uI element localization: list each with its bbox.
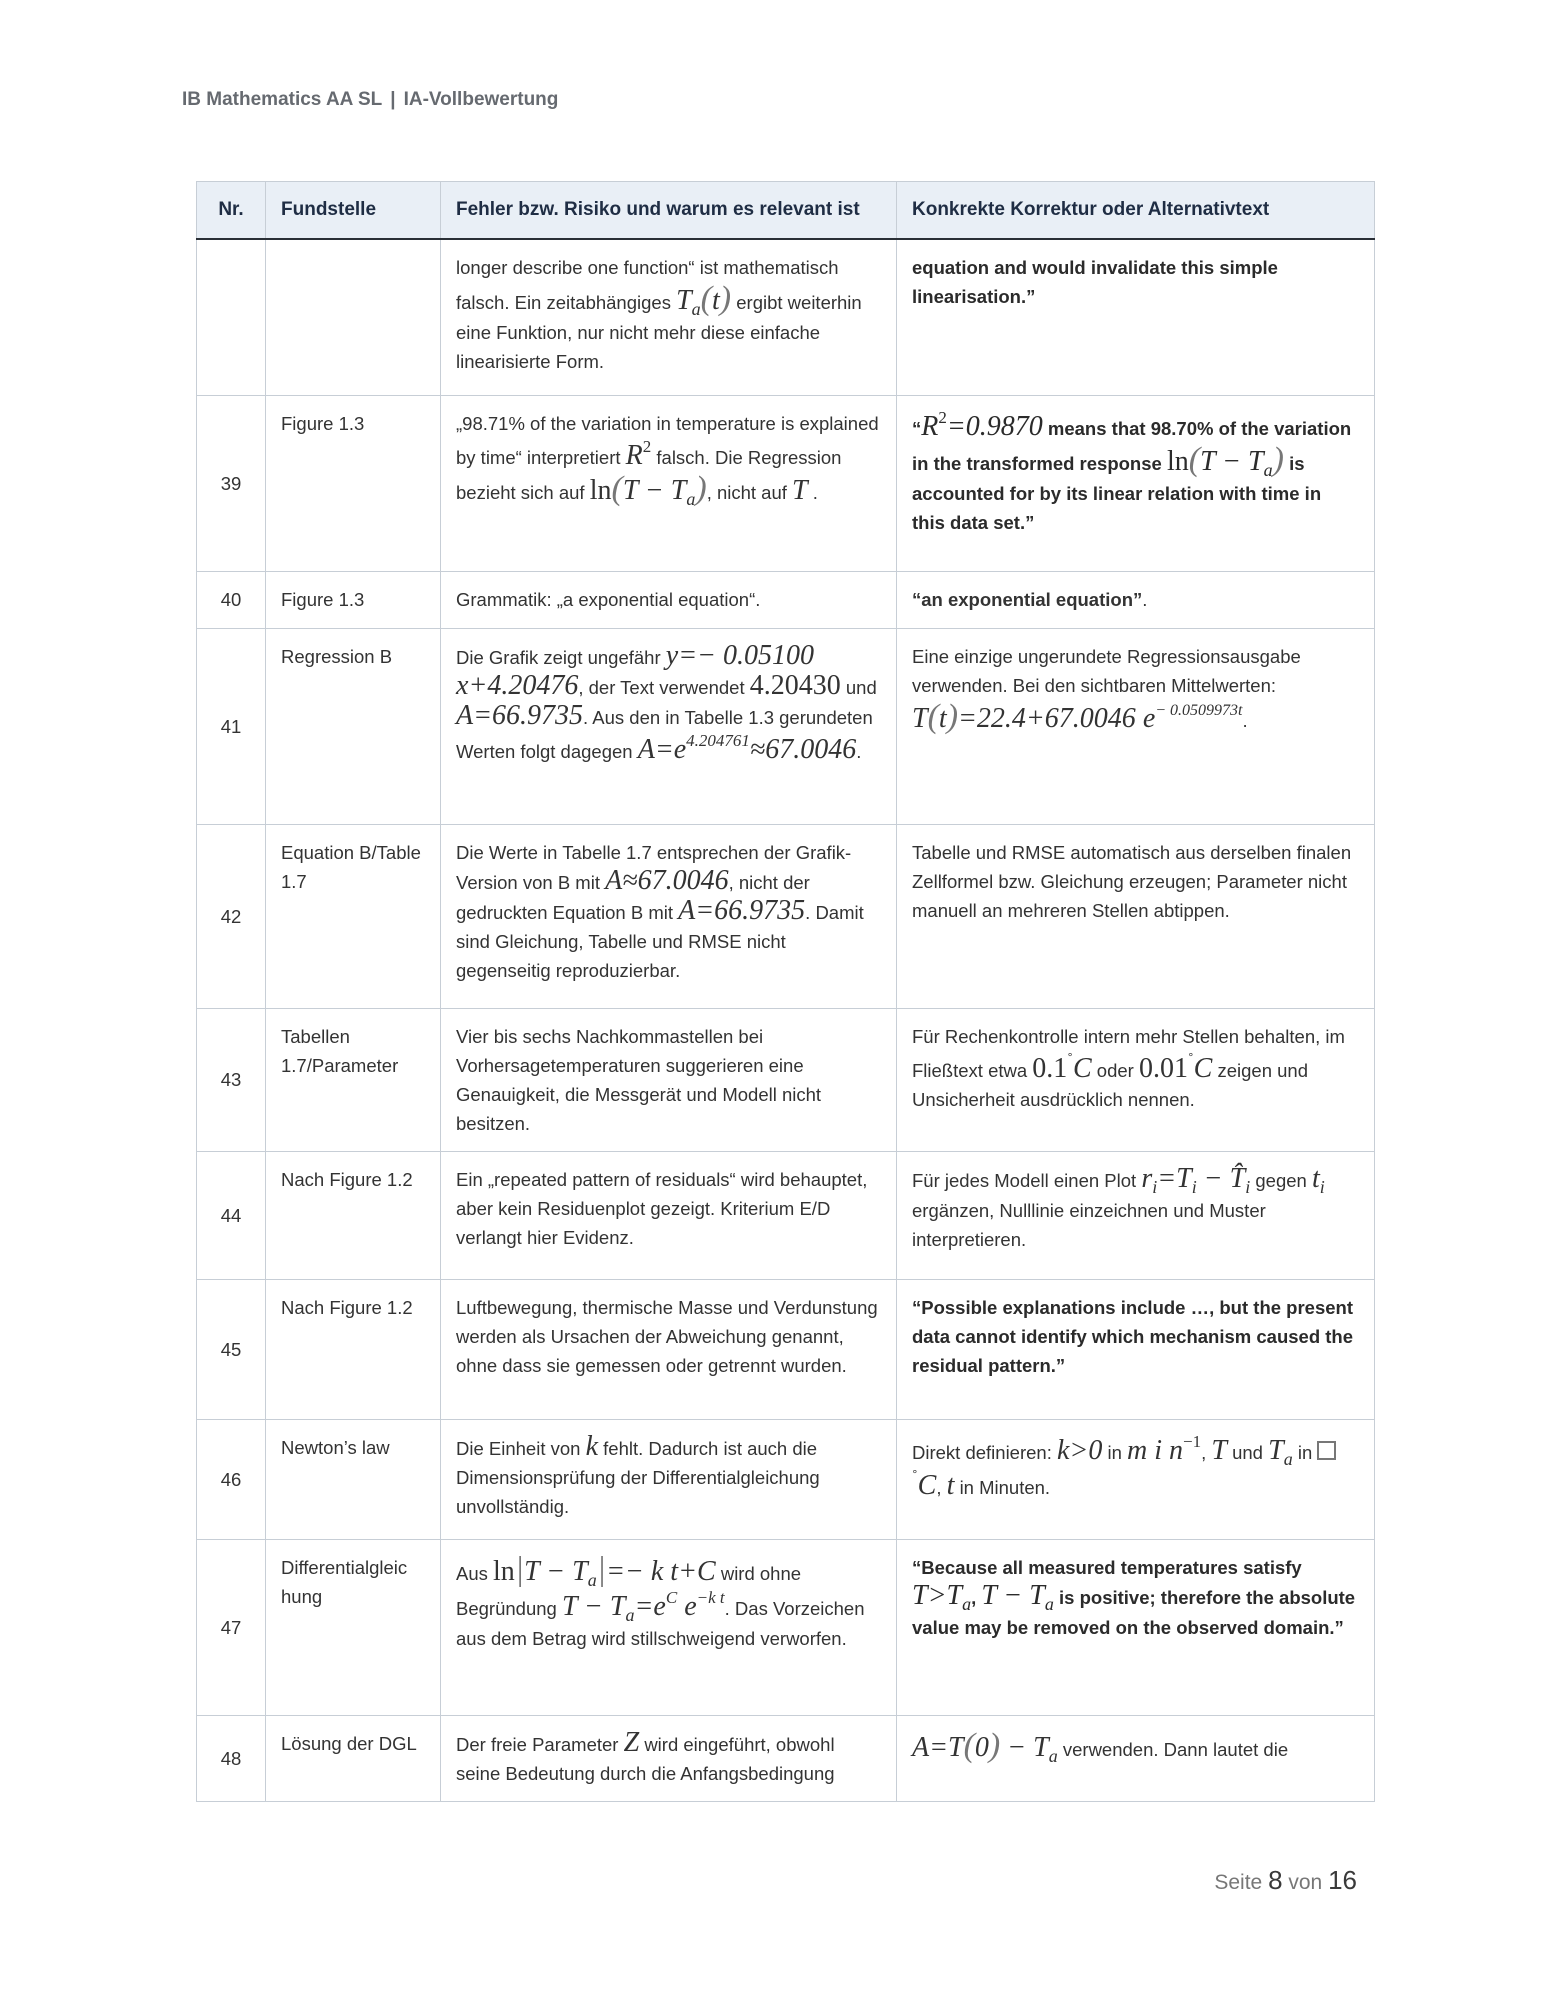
fix-text: und xyxy=(1232,1441,1263,1463)
issue-text: Die Werte in Tabelle 1.7 entsprechen der Grafik-Version von B mit xyxy=(456,841,852,893)
row-issue: Die Werte in Tabelle 1.7 entsprechen der Grafik-Version von B mit A≈67.0046, nicht der gedruckten Equation B mit A=66.9735. Damit sind Gleichung, Tabelle und RMSE nicht gegenseitig reproduzierbar. xyxy=(441,824,897,1008)
math-formula: Z xyxy=(623,1726,640,1758)
issue-text: , nicht auf xyxy=(706,481,787,503)
math-formula: $T_a(t)$ xyxy=(676,280,732,319)
issue-text: Der freie Parameter xyxy=(456,1733,619,1755)
placeholder-box-icon xyxy=(1317,1441,1336,1460)
col-header-location: Fundstelle xyxy=(266,182,441,240)
row-fix: Tabelle und RMSE automatisch aus derselben finalen Zellformel bzw. Gleichung erzeugen; Parameter nicht manuell an mehreren Stellen abtippen. xyxy=(897,824,1375,1008)
fix-text: oder xyxy=(1096,1059,1134,1081)
math-formula: $T - T_a$ xyxy=(981,1579,1054,1614)
table-row xyxy=(197,1008,1375,1151)
row-number: 43 xyxy=(197,1008,266,1151)
issue-text: wird eingeführt, obwohl seine Bedeutung durch die Anfangsbedingung xyxy=(456,1733,835,1784)
row-number: 46 xyxy=(197,1419,266,1539)
row-fix xyxy=(897,1715,1375,1801)
row-issue: Vier bis sechs Nachkommastellen bei Vorhersagetemperaturen suggerieren eine Genauigkeit, die Messgerät und Modell nicht besitzen. xyxy=(441,1008,897,1151)
math-formula: $\ln(T - T_a)$ xyxy=(589,469,707,509)
table-row xyxy=(197,1279,1375,1419)
row-location: Figure 1.3 xyxy=(266,395,441,571)
fix-text: ergänzen, Nulllinie einzeichnen und Muster interpretieren. xyxy=(912,1199,1266,1250)
table-row xyxy=(197,239,1375,395)
table-row xyxy=(197,1539,1375,1715)
row-issue: Grammatik: „a exponential equation“. xyxy=(441,571,897,628)
fix-text: “an exponential equation” xyxy=(912,588,1143,610)
math-formula: $\ln|T - T_a|=- k$ t+C xyxy=(493,1550,716,1590)
issue-text: , nicht der gedruckten Equation B mit xyxy=(456,871,810,923)
issue-text: , der Text verwendet xyxy=(578,676,745,698)
issue-text: Damit sind Gleichung, Tabelle und RMSE nicht gegenseitig reproduzierbar. xyxy=(456,901,864,981)
table-row xyxy=(197,571,1375,628)
row-fix xyxy=(897,395,1375,571)
row-fix xyxy=(897,1151,1375,1279)
math-formula: $T_a$ xyxy=(1268,1434,1293,1469)
issue-text: . Das Vorzeichen aus dem Betrag wird stillschweigend verworfen. xyxy=(456,1597,865,1649)
row-issue xyxy=(441,1419,897,1539)
math-formula: 4.20430 xyxy=(749,669,841,701)
footer-current-page: 8 xyxy=(1268,1865,1283,1895)
col-header-nr: Nr. xyxy=(197,182,266,240)
math-formula: 0.01˚C xyxy=(1138,1049,1213,1084)
row-number: 45 xyxy=(197,1279,266,1419)
footer-total-pages: 16 xyxy=(1328,1865,1357,1895)
fix-text: “Because all measured temperatures satisfy xyxy=(912,1556,1302,1578)
row-issue: Luftbewegung, thermische Masse und Verdunstung werden als Ursachen der Abweichung genannt, ohne dass sie gemessen oder getrennt wurden. xyxy=(441,1279,897,1419)
fix-text: is accounted for by its linear relation with time in this data set.” xyxy=(912,452,1322,533)
issue-text: wird ohne Begründung xyxy=(456,1562,802,1619)
header-separator: | xyxy=(390,89,396,110)
math-formula: $t_i$ xyxy=(1311,1162,1325,1197)
math-formula: A=66.9735 xyxy=(456,699,584,731)
row-location: Figure 1.3 xyxy=(266,571,441,628)
issue-text: Die Einheit von xyxy=(456,1437,581,1459)
fix-text: Für jedes Modell einen Plot xyxy=(912,1169,1137,1191)
footer-page-label: Seite xyxy=(1214,1871,1263,1894)
row-fix xyxy=(897,1008,1375,1151)
table-header-row xyxy=(197,182,1375,240)
math-formula: $R^2=0.9870$ xyxy=(921,407,1043,442)
running-header xyxy=(182,89,558,111)
math-formula: $\ln(T - T_a)$ xyxy=(1166,440,1284,480)
math-formula: 0.1˚C xyxy=(1032,1049,1092,1084)
math-formula: A≈67.0046 xyxy=(605,864,729,896)
fix-text: Direkt definieren: xyxy=(912,1441,1052,1463)
row-location: Equation B/Table 1.7 xyxy=(266,824,441,1008)
issue-text: ergibt weiterhin eine Funktion, nur nicht mehr diese einfache linearisierte Form. xyxy=(456,292,862,372)
row-issue xyxy=(441,239,897,395)
issue-text: „98.71% of the variation in temperature is explained by time“ interpretiert xyxy=(456,412,879,468)
issue-text: Aus den in Tabelle 1.3 gerundeten Werten folgt dagegen xyxy=(456,706,873,762)
fix-text: in Minuten. xyxy=(959,1476,1051,1498)
header-document: IA-Vollbewertung xyxy=(403,89,559,110)
math-formula: $T>T_a$ xyxy=(912,1579,972,1614)
fix-text: gegen xyxy=(1255,1169,1307,1191)
math-formula: $A=e^{4.204761}\approx 67.0046$ xyxy=(637,730,857,765)
row-fix: “Because all measured temperatures satisfy $T>T_a$, $T - T_a$ is positive; therefore the absolute value may be removed on the observed domain.” xyxy=(897,1539,1375,1715)
assessment-table xyxy=(196,181,1375,1802)
math-formula: $A=T(0) - T_a$ xyxy=(912,1726,1058,1766)
footer-of-label: von xyxy=(1288,1871,1323,1894)
issue-text: fehlt. Dadurch ist auch die Dimensionsprüfung der Differentialgleichung unvollständig. xyxy=(456,1437,820,1517)
row-issue xyxy=(441,1539,897,1715)
issue-text: Aus xyxy=(456,1562,488,1584)
row-number xyxy=(197,239,266,395)
row-fix: equation and would invalidate this simple linearisation.” xyxy=(897,239,1375,395)
fix-text: . xyxy=(1142,588,1148,610)
math-formula: k>0 xyxy=(1056,1434,1103,1466)
fix-text: “ xyxy=(912,417,922,439)
math-formula: $R^2$ xyxy=(625,436,652,471)
row-location: Nach Figure 1.2 xyxy=(266,1151,441,1279)
row-number: 48 xyxy=(197,1715,266,1801)
math-formula: ˚C xyxy=(912,1466,937,1501)
row-location: Differentialgleic hung xyxy=(266,1539,441,1715)
row-number: 44 xyxy=(197,1151,266,1279)
math-formula: A=66.9735 xyxy=(678,894,806,926)
fix-text: Für Rechenkontrolle intern mehr Stellen behalten, im Fließtext etwa xyxy=(912,1025,1345,1081)
row-fix: Direkt definieren: k>0 in m i $n^{-1}$, T und $T_a$ in ˚C, t in Minuten. xyxy=(897,1419,1375,1539)
row-fix xyxy=(897,571,1375,628)
fix-text: Eine einzige ungerundete Regressionsausgabe verwenden. Bei den sichtbaren Mittelwerten: xyxy=(912,645,1301,696)
issue-text: und xyxy=(845,676,877,698)
row-fix: Eine einzige ungerundete Regressionsausgabe verwenden. Bei den sichtbaren Mittelwerten: T(t)=22.4+67.0046 $e^{- 0.0509973t}$. xyxy=(897,628,1375,824)
math-formula: $T - T_a=e^C$ $e^{-k t}$ xyxy=(561,1587,725,1625)
math-formula: y=− 0.05100 x+4.20476 xyxy=(456,639,815,701)
row-number: 41 xyxy=(197,628,266,824)
page-number xyxy=(1214,1865,1357,1896)
row-location: Newton’s law xyxy=(266,1419,441,1539)
col-header-issue: Fehler bzw. Risiko und warum es relevant ist xyxy=(441,182,897,240)
math-formula: m i $n^{-1}$ xyxy=(1127,1431,1202,1466)
fix-text: in xyxy=(1297,1441,1313,1463)
issue-text: longer describe one function“ ist mathematisch falsch. Ein zeitabhängiges xyxy=(456,257,839,313)
math-formula: k xyxy=(585,1430,599,1462)
row-location: Tabellen 1.7/Parameter xyxy=(266,1008,441,1151)
row-issue xyxy=(441,1715,897,1801)
table-row xyxy=(197,824,1375,1008)
table-row xyxy=(197,395,1375,571)
table-row xyxy=(197,1151,1375,1279)
row-issue: „98.71% of the variation in temperature is explained by time“ interpretiert $R^2$ falsch. Die Regression bezieht sich auf $\ln(T - T_a)$, nicht auf T . xyxy=(441,395,897,571)
row-number: 42 xyxy=(197,824,266,1008)
math-formula: T xyxy=(792,474,808,506)
row-location: Lösung der DGL xyxy=(266,1715,441,1801)
math-formula: $r_i=T_i$ − $T̂_i$ xyxy=(1141,1162,1251,1197)
row-issue: Ein „repeated pattern of residuals“ wird behauptet, aber kein Residuenplot gezeigt. Kriterium E/D verlangt hier Evidenz. xyxy=(441,1151,897,1279)
row-number: 47 xyxy=(197,1539,266,1715)
fix-text: zeigen und Unsicherheit ausdrücklich nennen. xyxy=(912,1059,1308,1110)
math-formula: T(t)=22.4+67.0046 $e^{- 0.0509973t}$ xyxy=(912,697,1243,735)
fix-text: is positive; therefore the absolute value may be removed on the observed domain.” xyxy=(912,1586,1356,1638)
issue-text: falsch. Die Regression bezieht sich auf xyxy=(456,446,842,503)
fix-text: means that 98.70% of the variation in the transformed response xyxy=(912,417,1352,474)
row-issue: Die Grafik zeigt ungefähr y=− 0.05100 x+4.20476, der Text verwendet 4.20430 und A=66.9735. Aus den in Tabelle 1.3 gerundeten Werten folgt dagegen $A=e^{4.204761}\approx 67.0046$. xyxy=(441,628,897,824)
table-row xyxy=(197,1715,1375,1801)
math-formula: t xyxy=(946,1469,955,1501)
fix-text: verwenden. Dann lautet die xyxy=(1062,1738,1289,1760)
fix-text: in xyxy=(1107,1441,1122,1463)
header-course: IB Mathematics AA SL xyxy=(182,89,383,110)
issue-text: Die Grafik zeigt ungefähr xyxy=(456,646,661,668)
row-fix: “Possible explanations include …, but the present data cannot identify which mechanism caused the residual pattern.” xyxy=(897,1279,1375,1419)
row-number: 40 xyxy=(197,571,266,628)
row-location xyxy=(266,239,441,395)
row-number: 39 xyxy=(197,395,266,571)
row-location: Nach Figure 1.2 xyxy=(266,1279,441,1419)
table-row xyxy=(197,628,1375,824)
col-header-fix: Konkrekte Korrektur oder Alternativtext xyxy=(897,182,1375,240)
table-row xyxy=(197,1419,1375,1539)
row-location: Regression B xyxy=(266,628,441,824)
math-formula: T xyxy=(1211,1434,1227,1466)
